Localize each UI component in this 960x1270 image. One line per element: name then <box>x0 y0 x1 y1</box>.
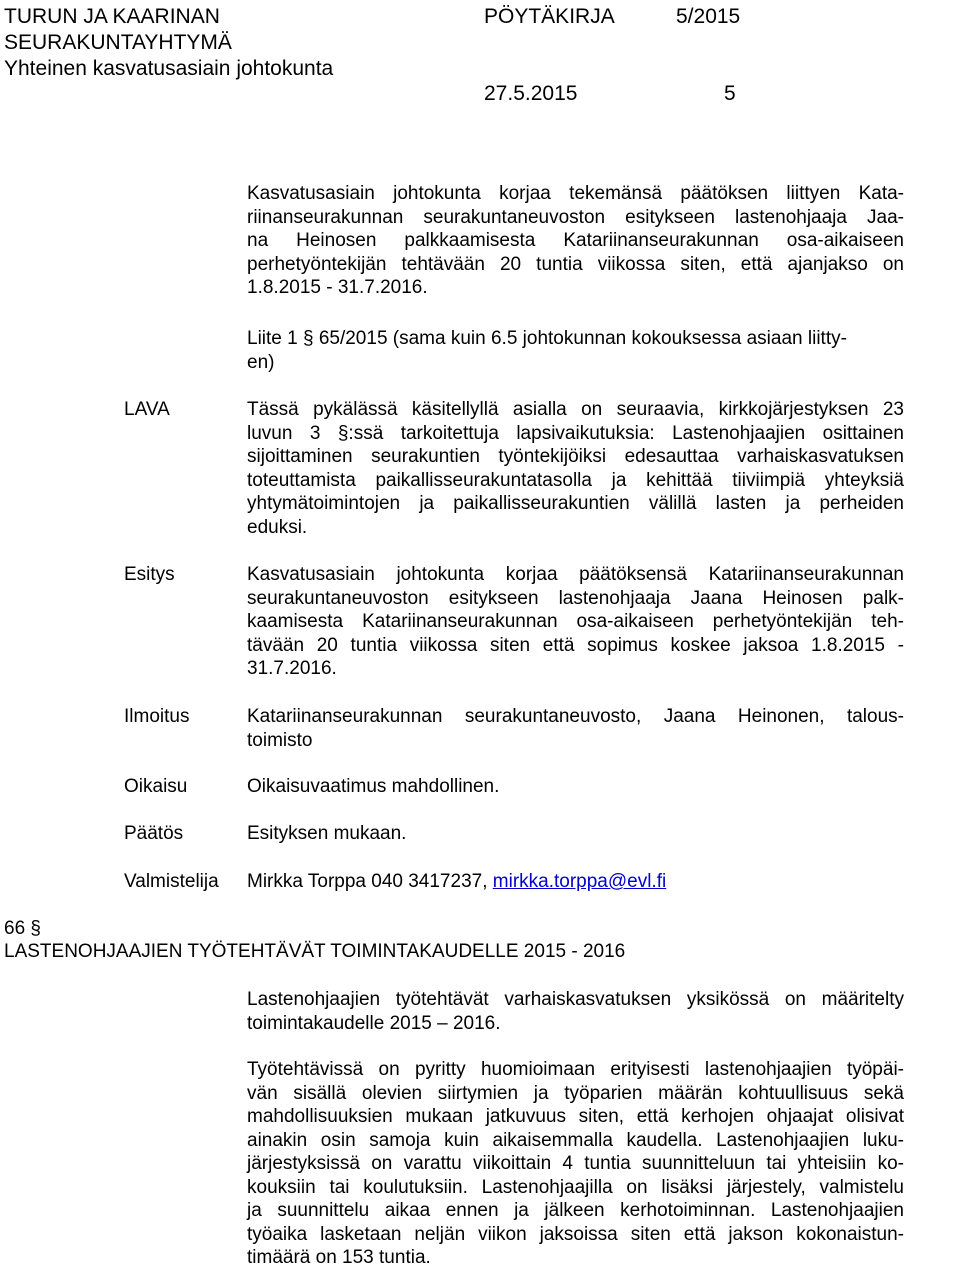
esitys-paragraph <box>247 563 904 681</box>
paatos-label: Päätös <box>124 823 184 844</box>
text-line: Katariinanseurakunnan seurakuntaneuvosto, Jaana Heinonen, talous- <box>247 706 904 727</box>
valmistelija-label: Valmistelija <box>124 871 219 892</box>
section-title: LASTENOHJAAJIEN TYÖTEHTÄVÄT TOIMINTAKAUDELLE 2015 - 2016 <box>4 941 626 962</box>
text-line: Työtehtävissä on pyritty huomioimaan erityisesti lastenohjaajien työpäi- <box>247 1059 904 1080</box>
text-line: Kasvatusasiain johtokunta korjaa tekemänsä päätöksen liittyen Kata- <box>247 183 904 204</box>
text-line: en) <box>247 351 275 373</box>
text-line: kouksiin tai koulutuksiin. Lastenohjaajilla on lisäksi järjestely, valmistelu <box>247 1176 904 1198</box>
paatos-text: Esityksen mukaan. <box>247 823 407 844</box>
text-line: mahdollisuuksien mukaan jatkuvuus siten, että kerhojen ohjaajat olisivat <box>247 1106 904 1127</box>
valmistelija-contact <box>247 870 666 894</box>
text-line: 1.8.2015 - 31.7.2016. <box>247 277 428 298</box>
text-line: toteuttamista paikallisseurakuntatasolla ja kehittää tiiviimpiä yhteyksiä <box>247 469 904 491</box>
oikaisu-text: Oikaisuvaatimus mahdollinen. <box>247 776 500 797</box>
page-number: 5 <box>724 82 736 105</box>
preparer-name-phone: Mirkka Torppa 040 3417237, <box>247 871 493 892</box>
ilmoitus-label: Ilmoitus <box>124 706 190 727</box>
org-name-line2: SEURAKUNTAYHTYMÄ <box>4 31 232 54</box>
text-line: Kasvatusasiain johtokunta korjaa päätöksensä Katariinanseurakunnan <box>247 564 904 585</box>
text-line: Tässä pykälässä käsitellyllä asialla on seuraavia, kirkkojärjestyksen 23 <box>247 399 904 420</box>
decision-correction-paragraph <box>247 182 904 300</box>
section-number: 66 § <box>4 918 41 939</box>
text-line: järjestyksissä on varattu viikoittain 4 tuntia suunnitteluun tai yhteisiin ko- <box>247 1153 904 1174</box>
text-line: työaika lasketaan neljän viikon jaksoissa siten että jakson kokonaistun- <box>247 1223 904 1245</box>
text-line: luvun 3 §:ssä tarkoitettuja lapsivaikutuksia: Lastenohjaajien osittainen <box>247 422 904 444</box>
text-line: Liite 1 § 65/2015 (sama kuin 6.5 johtokunnan kokouksessa asiaan liitty- <box>247 328 847 349</box>
text-line: toimintakaudelle 2015 – 2016. <box>247 1012 501 1034</box>
document-number: 5/2015 <box>676 5 741 28</box>
text-line: ja suunnittelu aikaa ennen ja jälkeen kerhotoiminnan. Lastenohjaajien <box>247 1200 904 1221</box>
lava-paragraph <box>247 398 904 539</box>
text-line: timäärä on 153 tuntia. <box>247 1247 431 1268</box>
duties-paragraph-1 <box>247 988 904 1035</box>
text-line: yhtymätoimintojen ja paikallisseurakuntien välillä lasten ja perheiden <box>247 493 904 514</box>
text-line: seurakuntaneuvoston esitykseen lastenohjaaja Jaana Heinosen palk- <box>247 587 904 609</box>
duties-paragraph-2 <box>247 1058 904 1270</box>
text-line: tävään 20 tuntia viikossa siten että sopimus koskee jaksoa 1.8.2015 - <box>247 634 904 656</box>
text-line: riinanseurakunnan seurakuntaneuvoston esitykseen lastenohjaaja Jaa- <box>247 206 904 228</box>
org-name-line1: TURUN JA KAARINAN <box>4 5 220 28</box>
committee-name: Yhteinen kasvatusasiain johtokunta <box>4 57 334 80</box>
attachment-reference <box>247 327 904 374</box>
lava-label: LAVA <box>124 399 170 420</box>
text-line: ainakin osin samoja kuin aikaisemmalla kaudella. Lastenohjaajien luku- <box>247 1129 904 1151</box>
text-line: na Heinosen palkkaamisesta Katariinanseurakunnan osa-aikaiseen <box>247 230 904 251</box>
text-line: perhetyöntekijän tehtävään 20 tuntia viikossa siten, että ajanjakso on <box>247 253 904 275</box>
meeting-date: 27.5.2015 <box>484 82 578 105</box>
text-line: eduksi. <box>247 516 308 538</box>
text-line: Lastenohjaajien työtehtävät varhaiskasvatuksen yksikössä on määritelty <box>247 989 904 1010</box>
text-line: 31.7.2016. <box>247 658 337 679</box>
text-line: vän sisällä olevien siirtymien ja työparien määrän kohtuullisuus sekä <box>247 1082 904 1104</box>
text-line: kaamisesta Katariinanseurakunnan osa-aikaiseen perhetyöntekijän teh- <box>247 611 904 632</box>
oikaisu-label: Oikaisu <box>124 776 188 797</box>
text-line: toimisto <box>247 729 313 751</box>
preparer-email-link[interactable]: mirkka.torppa@evl.fi <box>492 871 667 892</box>
document-type: PÖYTÄKIRJA <box>484 5 615 28</box>
text-line: sijoittaminen seurakuntien työntekijöiksi edesauttaa varhaiskasvatuksen <box>247 446 904 467</box>
esitys-label: Esitys <box>124 564 175 585</box>
ilmoitus-paragraph <box>247 705 904 752</box>
